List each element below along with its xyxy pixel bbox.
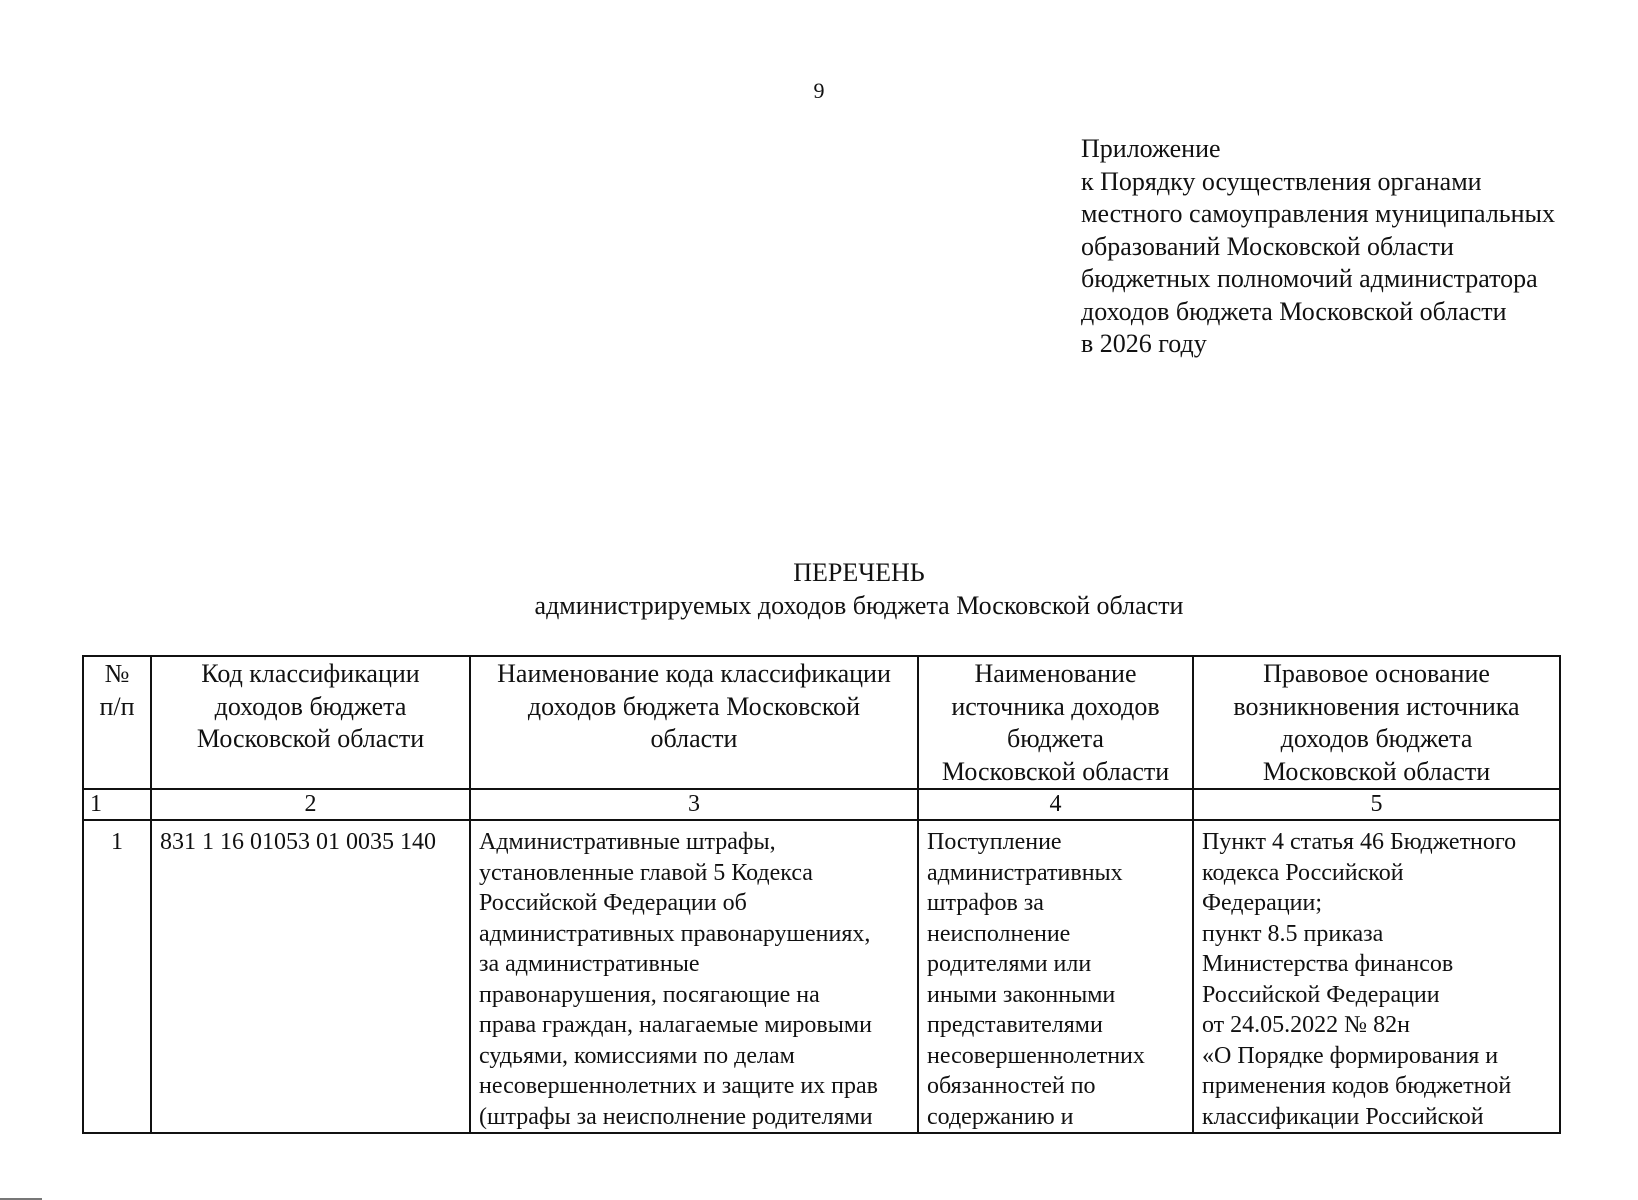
header-line: бюджета: [1007, 724, 1104, 753]
header-code-name: [470, 656, 918, 789]
code-value: 831 1 16 01053 01 0035 140: [160, 829, 436, 855]
row-legal-basis: [1193, 820, 1560, 1133]
code-name-line: административных правонарушениях,: [479, 920, 871, 947]
column-number: 1: [83, 789, 151, 820]
header-line: возникновения источника: [1233, 691, 1520, 721]
legal-basis-line: Федерации;: [1202, 890, 1323, 916]
code-name-line: Административные штрафы,: [479, 829, 776, 855]
legal-basis-line: Министерства финансов: [1202, 951, 1454, 977]
column-number: 2: [151, 789, 470, 820]
header-line: Московской области: [1262, 756, 1491, 786]
header-source-name: [918, 656, 1193, 789]
header-line: доходов бюджета: [1280, 724, 1473, 753]
source-name-line: неисполнение: [927, 920, 1071, 947]
appendix-line: доходов бюджета Московской области: [1081, 296, 1507, 326]
appendix-line: местного самоуправления муниципальных: [1081, 199, 1556, 228]
document-subtitle: администрируемых доходов бюджета Московской области: [534, 591, 1184, 620]
appendix-line: бюджетных полномочий администратора: [1081, 264, 1538, 293]
source-name-line: обязанностей по: [927, 1073, 1096, 1099]
header-line: области: [650, 724, 738, 753]
appendix-block: [1081, 133, 1621, 361]
code-name-line: Российской Федерации об: [479, 890, 747, 916]
header-legal-basis: [1193, 656, 1560, 789]
legal-basis-line: Пункт 4 статья 46 Бюджетного: [1202, 829, 1517, 855]
header-line: №: [104, 659, 130, 688]
legal-basis-line: классификации Российской: [1202, 1103, 1484, 1130]
code-name-line: установленные главой 5 Кодекса: [479, 859, 813, 886]
code-name-line: судьями, комиссиями по делам: [479, 1042, 795, 1069]
header-line: доходов бюджета: [214, 691, 407, 721]
code-name-line: правонарушения, посягающие на: [479, 981, 820, 1008]
header-line: Правовое основание: [1263, 659, 1490, 688]
source-name-line: иными законными: [927, 981, 1116, 1008]
header-line: источника доходов: [951, 691, 1160, 721]
document-title: ПЕРЕЧЕНЬ: [793, 558, 925, 587]
appendix-line: образований Московской области: [1081, 231, 1454, 261]
source-name-line: содержанию и: [927, 1103, 1074, 1130]
column-number: 4: [918, 789, 1193, 820]
table-row: [83, 820, 1560, 1133]
source-name-line: родителями или: [927, 951, 1092, 977]
source-name-line: административных: [927, 859, 1123, 886]
legal-basis-line: кодекса Российской: [1202, 859, 1404, 886]
row-number: 1: [83, 820, 151, 1133]
row-source-name: [918, 820, 1193, 1133]
legal-basis-line: Российской Федерации: [1202, 981, 1440, 1008]
column-number-row: [83, 789, 1560, 820]
row-code: [151, 820, 470, 1133]
header-number: [83, 656, 151, 789]
column-number: 5: [1193, 789, 1560, 820]
source-name-line: несовершеннолетних: [927, 1042, 1145, 1069]
header-line: доходов бюджета Московской: [527, 691, 861, 721]
row-code-name: [470, 820, 918, 1133]
header-code: [151, 656, 470, 789]
code-name-line: (штрафы за неисполнение родителями: [479, 1103, 873, 1130]
appendix-line: Приложение: [1081, 134, 1221, 163]
legal-basis-line: «О Порядке формирования и: [1202, 1042, 1499, 1069]
appendix-line: к Порядку осуществления органами: [1081, 166, 1482, 196]
code-name-line: за административные: [479, 951, 700, 977]
header-line: Код классификации: [201, 659, 420, 688]
header-line: Наименование: [974, 659, 1137, 688]
header-line: Московской области: [941, 756, 1170, 786]
legal-basis-line: пункт 8.5 приказа: [1202, 920, 1384, 947]
appendix-line: в 2026 году: [1081, 329, 1207, 358]
table-header-row: [83, 656, 1560, 789]
revenue-table: [82, 655, 1561, 1134]
legal-basis-line: от 24.05.2022 № 82н: [1202, 1012, 1410, 1038]
header-line: Московской области: [196, 724, 425, 753]
code-name-line: несовершеннолетних и защите их прав: [479, 1073, 879, 1099]
page-number: 9: [813, 78, 825, 103]
source-name-line: штрафов за: [927, 890, 1044, 916]
column-number: 3: [470, 789, 918, 820]
header-line: Наименование кода классификации: [497, 659, 891, 688]
header-line: п/п: [99, 691, 135, 721]
source-name-line: представителями: [927, 1012, 1103, 1038]
code-name-line: права граждан, налагаемые мировыми: [479, 1012, 872, 1038]
legal-basis-line: применения кодов бюджетной: [1202, 1073, 1512, 1099]
source-name-line: Поступление: [927, 829, 1062, 855]
